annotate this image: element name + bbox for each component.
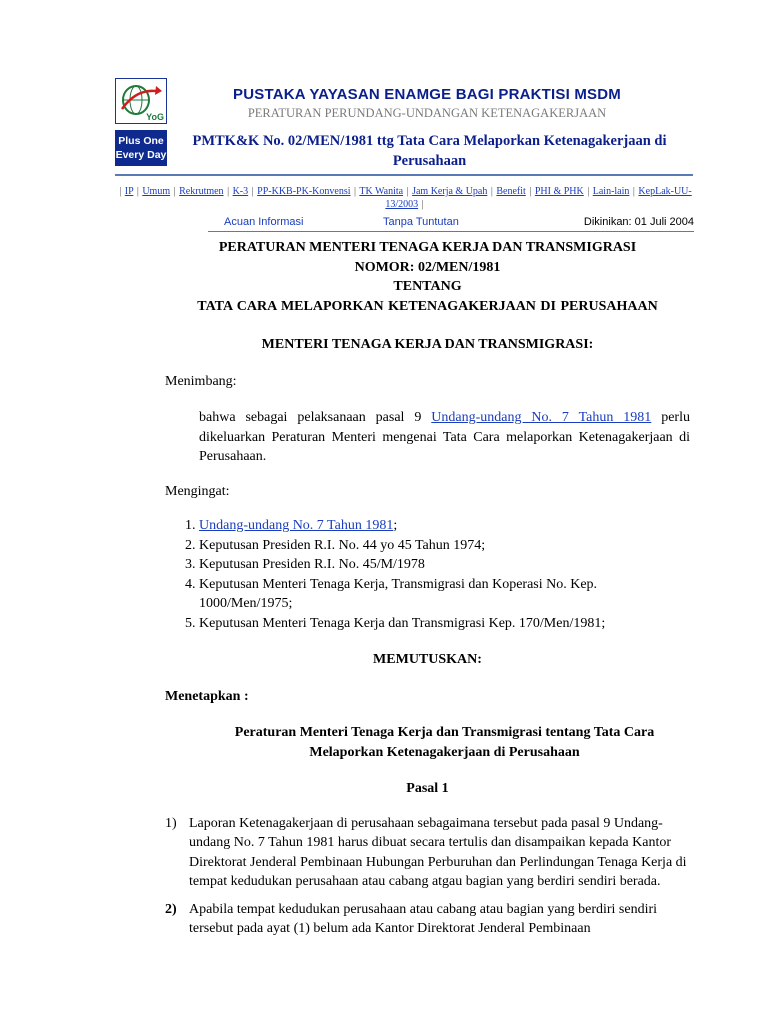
list-item-suffix: ; xyxy=(393,518,398,533)
title-line-1: PERATURAN MENTERI TENAGA KERJA DAN TRANSMIGRASI xyxy=(218,240,637,255)
nav-link-phi-phk[interactable]: PHI & PHK xyxy=(534,186,584,197)
acuan-informasi-link[interactable]: Acuan Informasi xyxy=(224,216,304,228)
nav-link-benefit[interactable]: Benefit xyxy=(496,186,526,197)
pasal-item xyxy=(165,814,690,892)
org-subtitle: PERATURAN PERUNDANG-UNDANGAN KETENAGAKERJAAN xyxy=(247,106,607,120)
nav-link-umum[interactable]: Umum xyxy=(142,186,171,197)
menimbang-text xyxy=(199,408,690,467)
nav-link-jam-kerja[interactable]: Jam Kerja & Upah xyxy=(412,186,488,197)
info-divider xyxy=(208,231,694,232)
list-item: 5. Keputusan Menteri Tenaga Kerja dan Transmigrasi Kep. 170/Men/1981; xyxy=(199,614,690,634)
nav-link-pp-kkb[interactable]: PP-KKB-PK-Konvensi xyxy=(257,186,351,197)
list-item xyxy=(199,516,690,536)
document-title xyxy=(165,238,690,316)
plus-one-badge xyxy=(115,130,167,166)
nav-link-keplak[interactable]: KepLak-UU-13/2003 xyxy=(385,186,692,210)
yog-logo xyxy=(115,78,167,124)
uu-7-1981-link[interactable]: Undang-undang No. 7 Tahun 1981 xyxy=(431,410,652,425)
regulation-title: PMTK&K No. 02/MEN/1981 ttg Tata Cara Melaporkan Ketenagakerjaan di Perusahaan xyxy=(192,133,667,169)
info-row xyxy=(208,216,694,232)
menimbang-pre: bahwa sebagai pelaksanaan pasal 9 xyxy=(199,410,432,425)
header-divider xyxy=(115,174,693,176)
menetapkan-label: Menetapkan : xyxy=(165,688,249,704)
memutuskan-heading: MEMUTUSKAN: xyxy=(373,652,482,667)
badge-line-1: Plus One xyxy=(118,135,164,147)
title-line-4: TATA CARA MELAPORKAN KETENAGAKERJAAN DI PERUSAHAAN xyxy=(197,298,658,314)
title-line-3: TENTANG xyxy=(393,279,462,294)
mengingat-list xyxy=(165,516,690,633)
pasal-item-text: Laporan Ketenagakerjaan di perusahaan sebagaimana tersebut pada pasal 9 Undang-undang No. 7 Tahun 1981 harus dibuat secara tertulis dan disampaikan kepada Kantor Direktorat Jenderal Pembinaan Hubungan Perburuhan dan Perlindungan Tenaga Kerja di tempat kedudukan perusahaan atau cabang atgau bagian yang berdiri sendiri berada. xyxy=(189,815,687,889)
nav-link-ip[interactable]: IP xyxy=(124,186,134,197)
pasal-item xyxy=(165,900,690,939)
nav-link-lain-lain[interactable]: Lain-lain xyxy=(592,186,630,197)
logo-text: YoG xyxy=(146,112,164,122)
category-nav: | IP | Umum | Rekrutmen | K-3 | PP-KKB-PK-Konvensi | TK Wanita | Jam Kerja & Upah | Benefit | PHI & PHK | Lain-lain | KepLak-UU-13/2003 | xyxy=(119,186,692,210)
list-item: 4. Keputusan Menteri Tenaga Kerja, Transmigrasi dan Koperasi No. Kep. 1000/Men/1975; xyxy=(199,575,690,614)
menimbang-label: Menimbang: xyxy=(165,373,237,389)
org-title: PUSTAKA YAYASAN ENAMGE BAGI PRAKTISI MSDM xyxy=(233,86,621,103)
pasal-item-number: 1) xyxy=(165,815,177,831)
menimbang-post: perlu dikeluarkan Peraturan Menteri mengenai Tata Cara melaporkan Ketenagakerjaan di Perusahaan. xyxy=(199,410,690,464)
list-item: 2. Keputusan Presiden R.I. No. 44 yo 45 Tahun 1974; xyxy=(199,536,690,556)
document-body xyxy=(165,238,690,939)
tanpa-tuntutan-link[interactable]: Tanpa Tuntutan xyxy=(383,216,459,228)
pasal-1-list xyxy=(165,814,690,939)
mengingat-label: Mengingat: xyxy=(165,483,230,499)
update-date: Dikinikan: 01 Juli 2004 xyxy=(583,216,694,228)
pasal-item-text: Apabila tempat kedudukan perusahaan atau cabang atau bagian yang berdiri sendiri tersebut pada ayat (1) belum ada Kantor Direktorat Jenderal Pembinaan xyxy=(189,901,658,936)
nav-link-rekrutmen[interactable]: Rekrutmen xyxy=(179,186,224,197)
nav-link-tk-wanita[interactable]: TK Wanita xyxy=(359,186,404,197)
uu-7-1981-link-2[interactable]: Undang-undang No. 7 Tahun 1981 xyxy=(199,518,394,533)
pasal-1-heading: Pasal 1 xyxy=(406,781,449,796)
nav-link-k3[interactable]: K-3 xyxy=(232,186,249,197)
menteri-heading: MENTERI TENAGA KERJA DAN TRANSMIGRASI: xyxy=(261,337,594,352)
pasal-item-number: 2) xyxy=(165,901,177,917)
menetapkan-text: Peraturan Menteri Tenaga Kerja dan Transmigrasi tentang Tata Cara Melaporkan Ketenagakerjaan di Perusahaan xyxy=(234,725,655,760)
list-item: 3. Keputusan Presiden R.I. No. 45/M/1978 xyxy=(199,555,690,575)
badge-line-2: Every Day xyxy=(115,149,167,161)
title-line-2: NOMOR: 02/MEN/1981 xyxy=(354,259,501,275)
